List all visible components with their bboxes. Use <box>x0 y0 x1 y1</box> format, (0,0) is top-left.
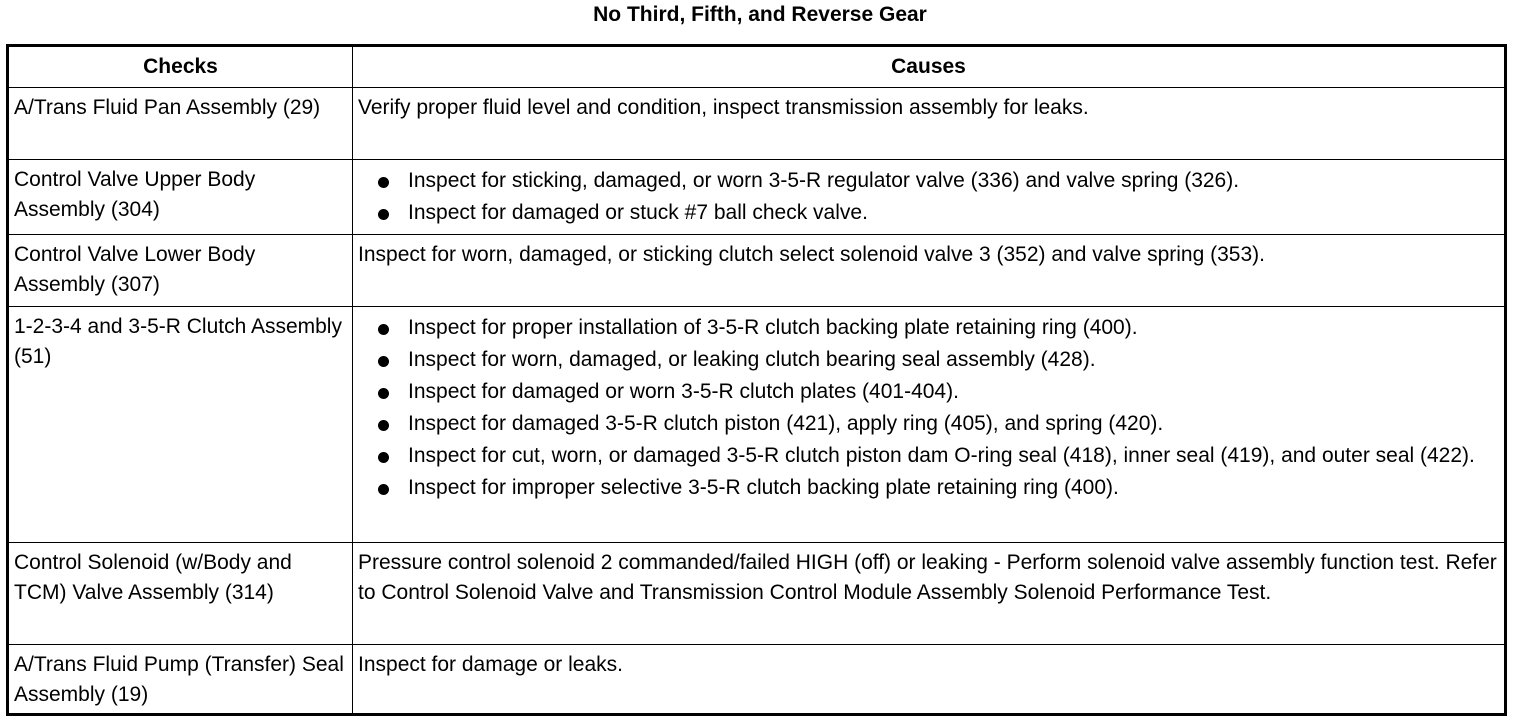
cause-cell: Inspect for worn, damaged, or sticking clutch select solenoid valve 3 (352) and valve spring (353). <box>353 235 1506 307</box>
bullet-icon <box>378 209 389 220</box>
table-row <box>8 160 1506 235</box>
bullet-icon <box>378 177 389 188</box>
header-checks: Checks <box>8 46 353 88</box>
cause-bullet-list <box>358 312 1498 504</box>
list-item: Inspect for cut, worn, or damaged 3-5-R clutch piston dam O-ring seal (418), inner seal (419), and outer seal (422). <box>358 440 1498 472</box>
list-item: Inspect for damaged 3-5-R clutch piston (421), apply ring (405), and spring (420). <box>358 408 1498 440</box>
diagnostic-table <box>6 44 1507 716</box>
check-cell: Control Valve Lower Body Assembly (307) <box>8 235 353 307</box>
list-item: Inspect for damaged or stuck #7 ball check valve. <box>358 197 1498 229</box>
cause-cell: Pressure control solenoid 2 commanded/failed HIGH (off) or leaking - Perform solenoid valve assembly function test. Refer to Control Solenoid Valve and Transmission Control Module Assembly Solenoid Performance Test. <box>353 543 1506 645</box>
bullet-icon <box>378 324 389 335</box>
header-row <box>8 46 1506 88</box>
list-item: Inspect for sticking, damaged, or worn 3-5-R regulator valve (336) and valve spring (326). <box>358 165 1498 197</box>
check-cell: A/Trans Fluid Pump (Transfer) Seal Assembly (19) <box>8 645 353 715</box>
list-item: Inspect for damaged or worn 3-5-R clutch plates (401-404). <box>358 376 1498 408</box>
table-row <box>8 543 1506 645</box>
list-item: Inspect for worn, damaged, or leaking clutch bearing seal assembly (428). <box>358 344 1498 376</box>
table-row <box>8 307 1506 543</box>
table-row <box>8 235 1506 307</box>
check-cell: Control Valve Upper Body Assembly (304) <box>8 160 353 235</box>
bullet-icon <box>378 484 389 495</box>
list-item: Inspect for proper installation of 3-5-R clutch backing plate retaining ring (400). <box>358 312 1498 344</box>
header-causes: Causes <box>353 46 1506 88</box>
check-cell: 1-2-3-4 and 3-5-R Clutch Assembly (51) <box>8 307 353 543</box>
check-cell: A/Trans Fluid Pan Assembly (29) <box>8 88 353 160</box>
bullet-icon <box>378 388 389 399</box>
table-row <box>8 645 1506 715</box>
cause-cell: Verify proper fluid level and condition, inspect transmission assembly for leaks. <box>353 88 1506 160</box>
bullet-icon <box>378 420 389 431</box>
cause-cell <box>353 307 1506 543</box>
cause-cell: Inspect for damage or leaks. <box>353 645 1506 715</box>
cause-bullet-list <box>358 165 1498 229</box>
check-cell: Control Solenoid (w/Body and TCM) Valve Assembly (314) <box>8 543 353 645</box>
page-title: No Third, Fifth, and Reverse Gear <box>593 3 927 26</box>
list-item: Inspect for improper selective 3-5-R clutch backing plate retaining ring (400). <box>358 472 1498 504</box>
cause-cell <box>353 160 1506 235</box>
bullet-icon <box>378 452 389 463</box>
bullet-icon <box>378 356 389 367</box>
table-row <box>8 88 1506 160</box>
